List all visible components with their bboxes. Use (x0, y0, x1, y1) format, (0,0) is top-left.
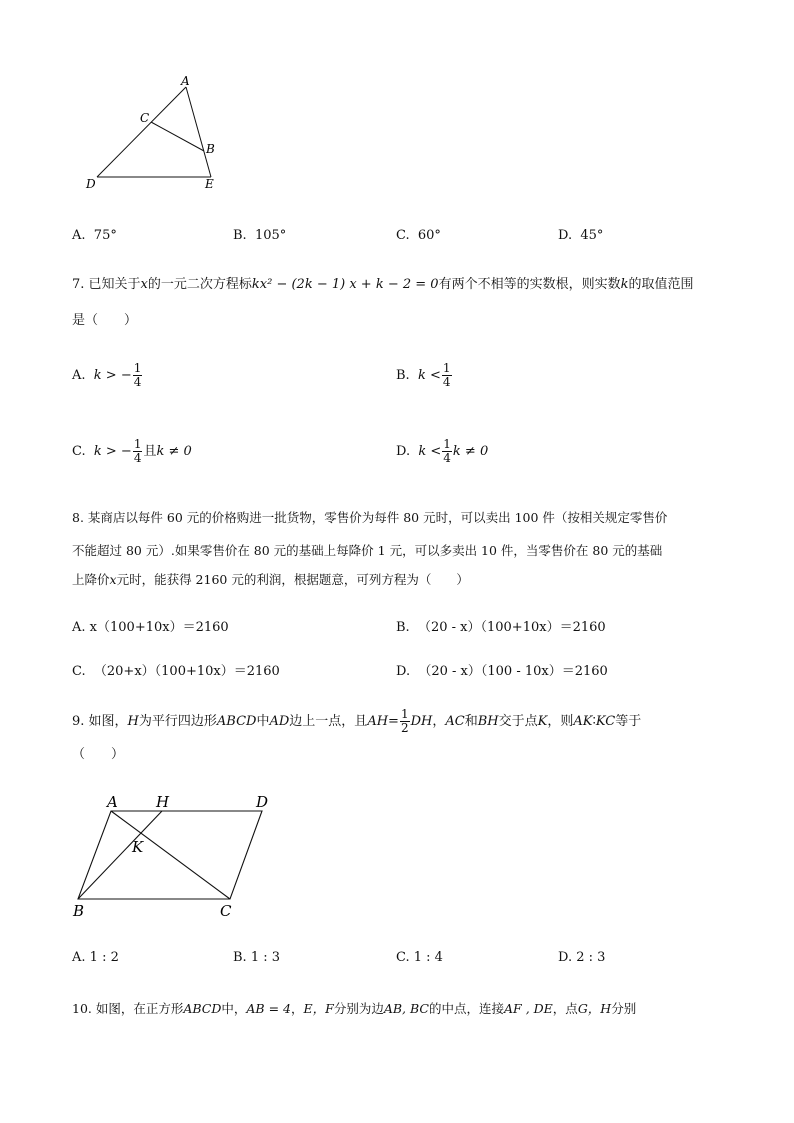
q9-option-d: D. 2 : 3 (558, 950, 606, 965)
label-A: A (107, 793, 118, 811)
q9-stem-line2: （ ） (72, 747, 125, 762)
q8-option-c: C. （20+x）（100+10x）＝2160 (72, 664, 280, 679)
q8-stem-line3: 上降价x元时，能获得 2160 元的利润，根据题意，可列方程为（ ） (72, 572, 469, 587)
q8-option-d: D. （20 - x）（100 - 10x）＝2160 (396, 664, 608, 679)
q8-option-a: A. x（100+10x）＝2160 (72, 620, 229, 635)
q9-option-c: C. 1 : 4 (396, 950, 443, 965)
parallelogram-figure-q9 (66, 788, 286, 923)
q8-stem-line2: 不能超过 80 元）.如果零售价在 80 元的基础上每降价 1 元，可以多卖出 10 件，当零售价在 80 元的基础 (72, 543, 663, 558)
q10-stem-line1: 10. 如图，在正方形ABCD中，AB = 4，E，F分别为边AB, BC的中点，连接AF , DE，点G，H分别 (72, 1001, 637, 1016)
q7-option-a: A. k > − $\frac{1}{4}$ (72, 361, 142, 389)
q7-equation: kx² − (2k − 1) x + k − 2 = 0 (251, 277, 439, 292)
label-D: D (256, 793, 269, 811)
q9-stem-line1: 9. 如图，H为平行四边形ABCD中AD边上一点，且AH= $\frac{1}{2}$ DH，AC和BH交于点K，则AK∶KC等于 (72, 707, 642, 735)
q8-stem-line1: 8. 某商店以每件 60 元的价格购进一批货物，零售价为每件 80 元时，可以卖出 100 件（按相关规定零售价 (72, 510, 668, 525)
q8-option-b: B. （20 - x）（100+10x）＝2160 (396, 620, 606, 635)
label-C: C (140, 111, 150, 125)
triangle-figure-q6 (80, 70, 230, 195)
label-B: B (206, 142, 215, 156)
label-C: C (220, 902, 232, 920)
q7-stem-line2: 是（ ） (72, 313, 138, 328)
q6-option-d: D. 45° (558, 228, 604, 243)
label-A: A (181, 74, 190, 88)
label-H: H (156, 793, 170, 811)
q6-option-a: A. 75° (72, 228, 117, 243)
q7-stem-line1: 7. 已知关于x的一元二次方程标kx² − (2k − 1) x + k − 2 = 0有两个不相等的实数根，则实数k的取值范围 (72, 277, 694, 292)
label-B: B (73, 902, 85, 920)
label-E: E (205, 177, 214, 191)
q9-option-b: B. 1 : 3 (233, 950, 281, 965)
q7-option-d: D. k < $\frac{1}{4}$ k ≠ 0 (396, 437, 489, 465)
q6-option-b: B. 105° (233, 228, 287, 243)
q7-option-c: C. k > − $\frac{1}{4}$ 且k ≠ 0 (72, 437, 192, 465)
label-K: K (132, 838, 144, 856)
q7-option-b: B. k < $\frac{1}{4}$ (396, 361, 451, 389)
label-D: D (86, 177, 96, 191)
q6-option-c: C. 60° (396, 228, 441, 243)
q9-option-a: A. 1 : 2 (72, 950, 119, 965)
